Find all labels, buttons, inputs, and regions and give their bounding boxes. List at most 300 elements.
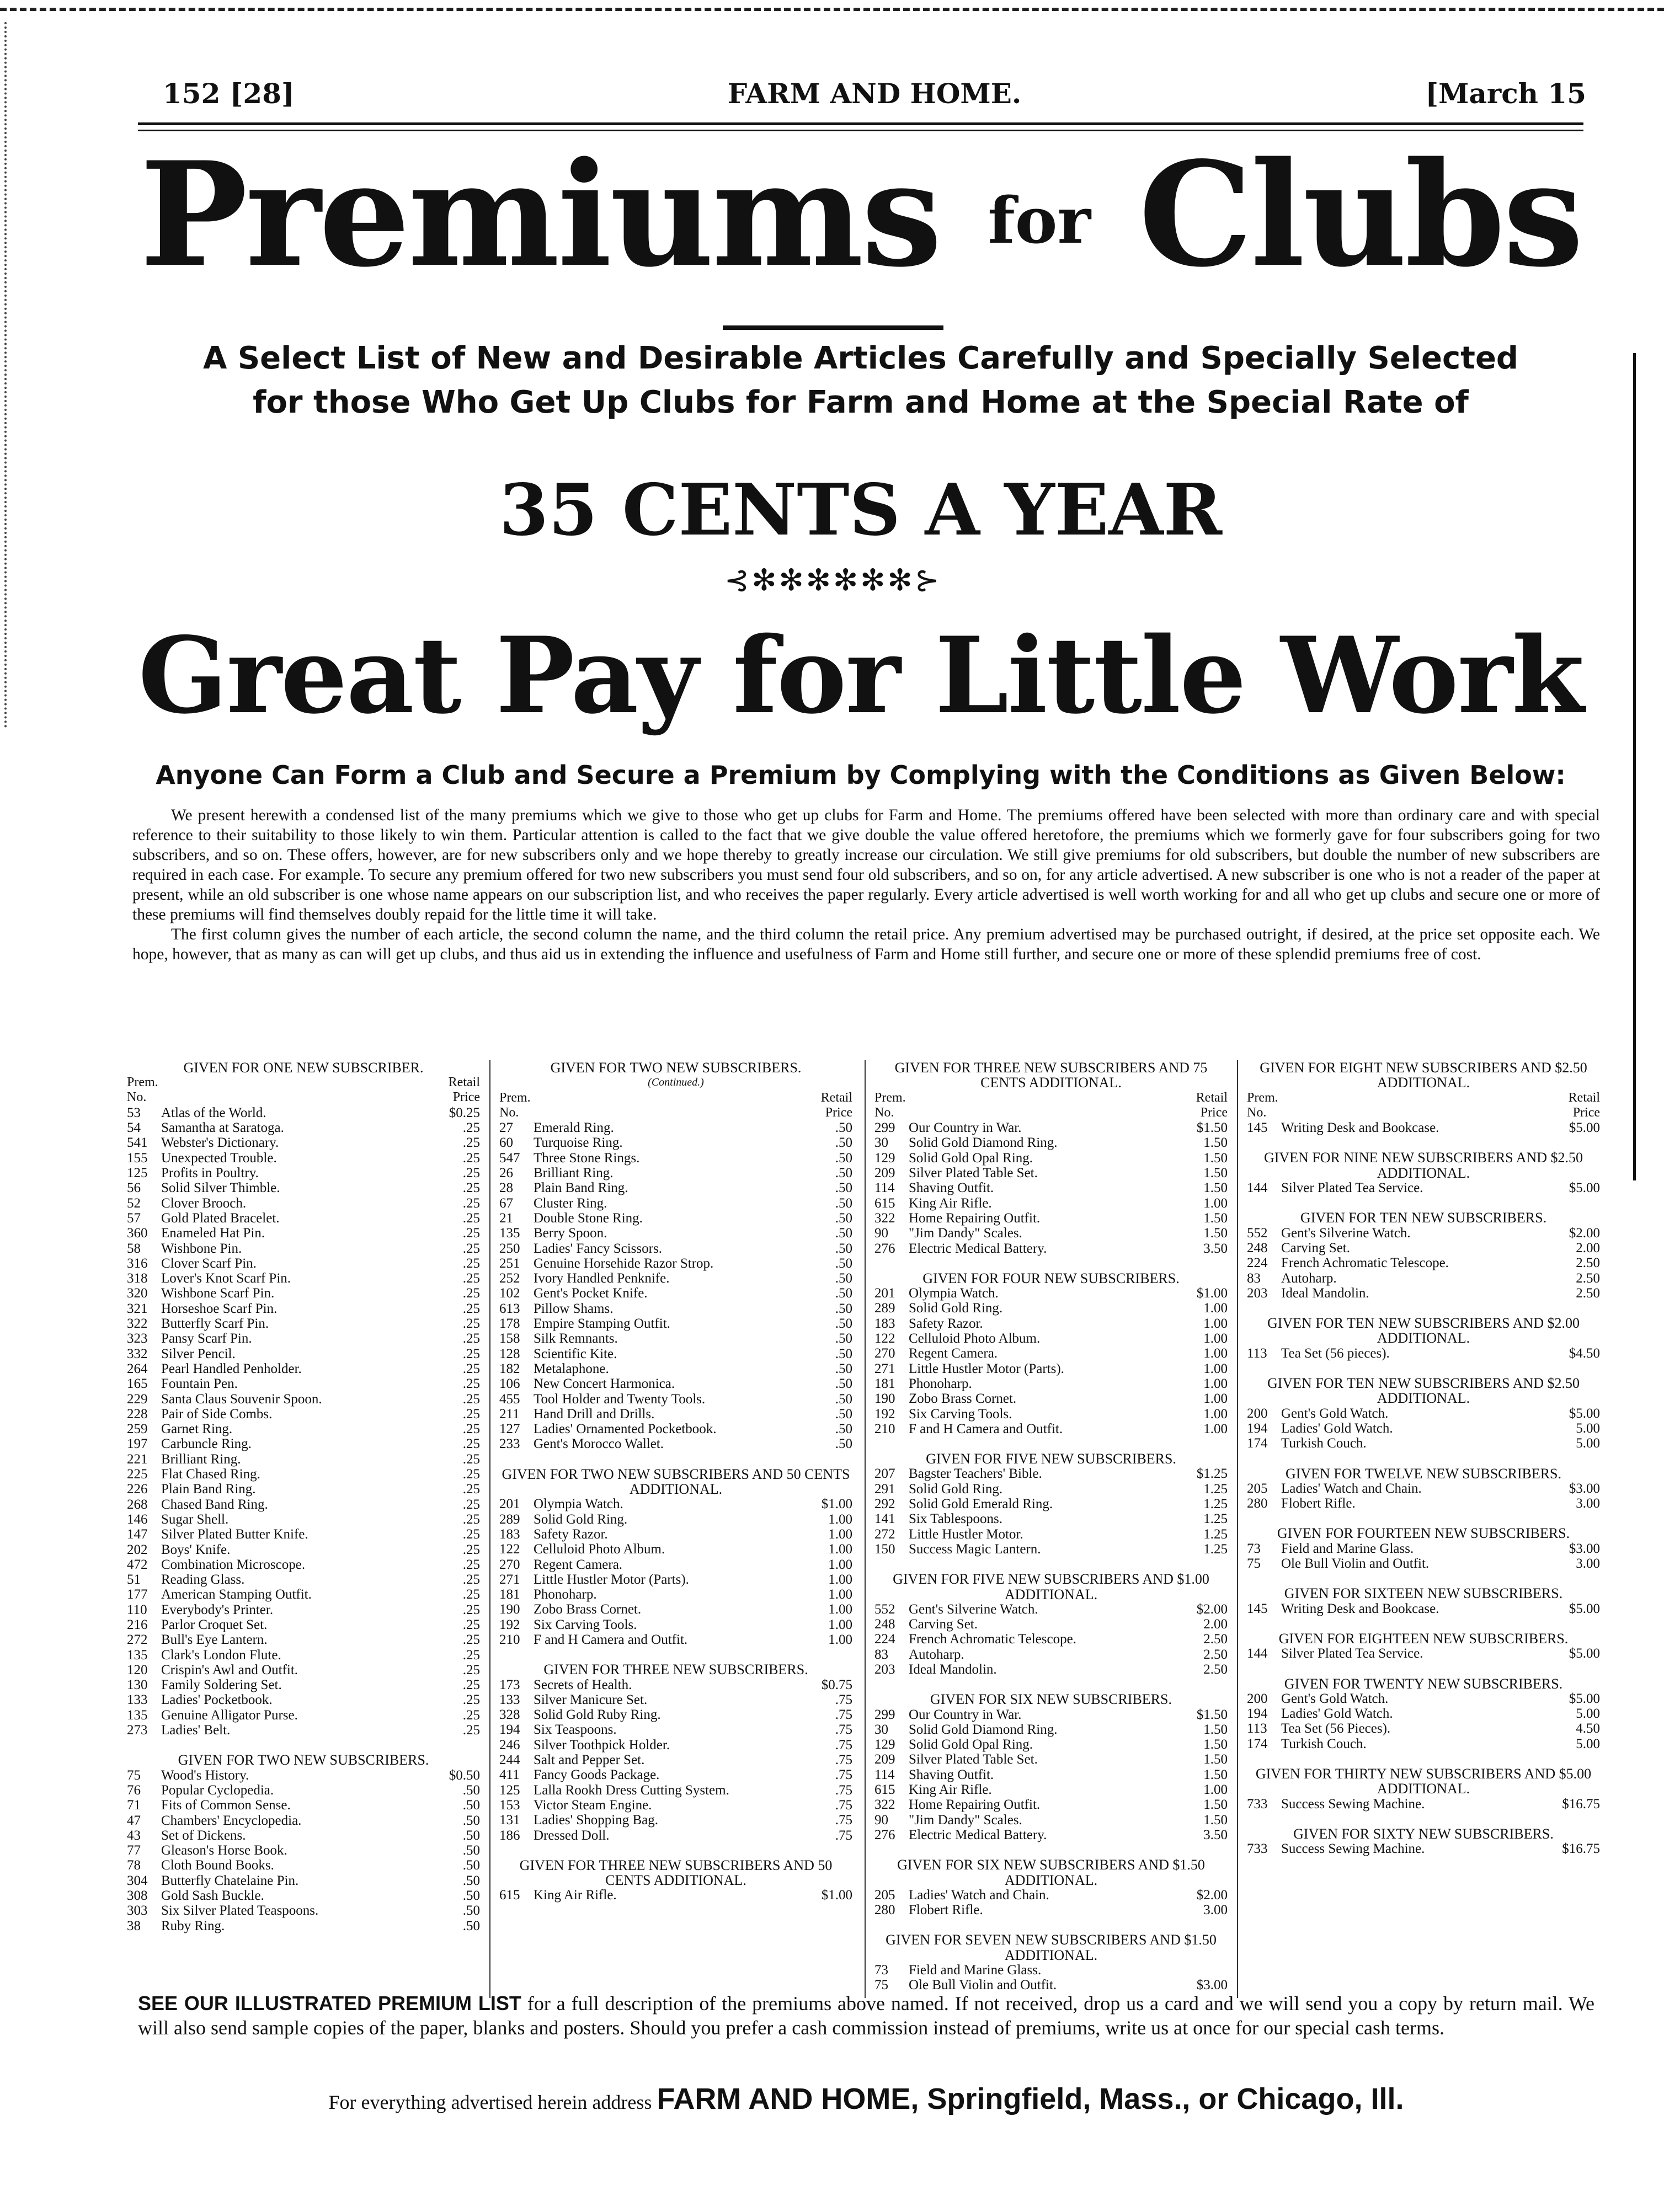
item-price: .25: [462, 1135, 480, 1151]
item-price: 1.00: [1203, 1361, 1228, 1376]
premium-item: [874, 1737, 1228, 1752]
item-number: 264: [127, 1361, 148, 1376]
premium-item: [874, 1286, 1228, 1301]
item-name: Enameled Hat Pin.: [161, 1226, 265, 1241]
item-name: Solid Gold Diamond Ring.: [909, 1722, 1058, 1737]
premium-item: [874, 1527, 1228, 1542]
item-name: Six Tablespoons.: [909, 1511, 1003, 1527]
item-number: 135: [499, 1226, 520, 1241]
item-number: 203: [874, 1661, 895, 1677]
premium-item: [127, 1497, 480, 1512]
item-name: Electric Medical Battery.: [909, 1241, 1047, 1256]
item-name: Regent Camera.: [909, 1346, 998, 1361]
item-number: 120: [127, 1662, 148, 1677]
header-rule: [138, 122, 1583, 131]
item-price: .75: [835, 1813, 852, 1828]
premium-item: [127, 1452, 480, 1467]
item-number: 228: [127, 1406, 148, 1422]
item-price: .25: [462, 1422, 480, 1437]
item-price: $3.00: [1569, 1541, 1600, 1556]
section-spacer: [874, 1842, 1228, 1857]
premium-item: [874, 1196, 1228, 1211]
item-number: 201: [499, 1497, 520, 1512]
item-name: French Achromatic Telescope.: [909, 1632, 1076, 1647]
item-number: 250: [499, 1241, 520, 1256]
footer-notice: [138, 1991, 1594, 2040]
item-price: $1.00: [1196, 1286, 1228, 1301]
item-name: Ladies' Gold Watch.: [1281, 1706, 1393, 1722]
item-price: .50: [835, 1316, 852, 1332]
item-number: 194: [1247, 1420, 1268, 1436]
premium-item: [499, 1587, 852, 1602]
item-name: Gold Sash Buckle.: [161, 1888, 264, 1904]
item-name: Clover Scarf Pin.: [161, 1255, 257, 1271]
item-price: 1.00: [1203, 1301, 1228, 1316]
item-price: .25: [462, 1602, 480, 1617]
premium-item: [127, 1166, 480, 1180]
item-price: .25: [462, 1316, 480, 1332]
premium-item: [499, 1707, 852, 1722]
item-name: Solid Gold Ring.: [909, 1481, 1003, 1497]
section-title: GIVEN FOR EIGHT NEW SUBSCRIBERS AND $2.50 ADDITIONAL.: [1260, 1060, 1587, 1091]
premium-item: [874, 1903, 1228, 1917]
item-name: Success Sewing Machine.: [1281, 1841, 1425, 1857]
section-title: GIVEN FOR TEN NEW SUBSCRIBERS AND $2.50 ADDITIONAL.: [1267, 1375, 1580, 1407]
premium-section: [1247, 1316, 1600, 1376]
item-number: 224: [874, 1632, 895, 1647]
item-price: 1.50: [1203, 1226, 1228, 1241]
item-price: .50: [835, 1195, 852, 1211]
item-name: Little Hustler Motor.: [909, 1526, 1023, 1542]
publication-title: FARM AND HOME.: [727, 77, 1022, 110]
item-name: Unexpected Trouble.: [161, 1150, 277, 1166]
item-name: Gent's Silverine Watch.: [909, 1601, 1038, 1617]
premium-item: [1247, 1841, 1600, 1856]
item-name: Lover's Knot Scarf Pin.: [161, 1271, 291, 1286]
section-title: GIVEN FOR SIX NEW SUBSCRIBERS.: [930, 1691, 1172, 1708]
item-number: 58: [127, 1241, 141, 1256]
item-number: 114: [874, 1180, 895, 1196]
item-price: 1.50: [1203, 1210, 1228, 1226]
premium-item: [127, 1467, 480, 1482]
item-name: Ideal Mandolin.: [909, 1661, 997, 1677]
item-number: 615: [874, 1195, 895, 1211]
header-prem: Prem.: [874, 1090, 906, 1105]
item-name: Flat Chased Ring.: [161, 1467, 260, 1482]
item-number: 125: [499, 1782, 520, 1798]
item-price: 1.00: [828, 1511, 852, 1527]
premium-item: [874, 1497, 1228, 1511]
item-price: [1188, 1963, 1228, 1978]
item-name: Emerald Ring.: [534, 1120, 614, 1136]
premium-item: [874, 1422, 1228, 1436]
premium-item: [499, 1572, 852, 1587]
premium-item: [127, 1572, 480, 1587]
item-name: Celluloid Photo Album.: [534, 1542, 665, 1557]
item-name: Field and Marine Glass.: [909, 1963, 1042, 1978]
item-price: $5.00: [1569, 1601, 1600, 1616]
item-name: Six Carving Tools.: [534, 1617, 637, 1632]
item-number: 43: [127, 1828, 141, 1843]
premium-item: [499, 1256, 852, 1271]
item-name: Autoharp.: [1281, 1270, 1337, 1286]
item-price: .75: [835, 1767, 852, 1783]
item-name: King Air Rifle.: [909, 1782, 992, 1798]
item-price: .75: [835, 1797, 852, 1813]
intro-paragraph-2: The first column gives the number of each article, the second column the name, and the third column the retail price. Any premium advertised may be purchased outright, if desired, at the price set opposite each. We hope, however, that as many as can will get up clubs, and thus aid us in extending the influence and usefulness of Farm and Home still further, and secure one or more of these splendid premiums free of cost.: [132, 926, 1600, 963]
item-price: 3.00: [1576, 1556, 1600, 1572]
item-price: 1.50: [1203, 1767, 1228, 1782]
item-price: .25: [462, 1210, 480, 1226]
premium-item: [874, 1813, 1228, 1828]
item-name: Plain Band Ring.: [161, 1482, 256, 1497]
premium-item: [874, 1180, 1228, 1195]
item-price: .50: [462, 1843, 480, 1858]
item-number: 147: [127, 1527, 148, 1542]
premium-column-3: [874, 1060, 1228, 2008]
item-name: Combination Microscope.: [161, 1557, 306, 1572]
section-title: GIVEN FOR SIXTY NEW SUBSCRIBERS.: [1293, 1825, 1554, 1842]
item-name: Little Hustler Motor (Parts).: [909, 1361, 1064, 1376]
premium-item: [1247, 1601, 1600, 1616]
item-number: 289: [874, 1301, 895, 1316]
item-price: .75: [835, 1752, 852, 1768]
item-number: 153: [499, 1797, 520, 1813]
premium-item: [127, 1105, 480, 1120]
item-price: $0.25: [449, 1105, 480, 1120]
item-number: 135: [127, 1647, 148, 1663]
item-name: Success Sewing Machine.: [1281, 1796, 1425, 1812]
item-name: Gleason's Horse Book.: [161, 1843, 287, 1858]
section-spacer: [127, 1738, 480, 1752]
item-number: 316: [127, 1255, 148, 1271]
price-line: 35 CENTS A YEAR: [499, 469, 1222, 552]
section-spacer: [1247, 1856, 1600, 1871]
premium-item: [127, 1376, 480, 1391]
premium-item: [127, 1557, 480, 1572]
item-number: 131: [499, 1813, 520, 1828]
item-price: 1.50: [1203, 1166, 1228, 1181]
item-name: Empire Stamping Outfit.: [534, 1316, 670, 1332]
item-number: 615: [874, 1782, 895, 1798]
item-name: Chambers' Encyclopedia.: [161, 1813, 302, 1828]
item-price: .25: [462, 1662, 480, 1677]
premium-item: [1247, 1737, 1600, 1751]
item-number: 51: [127, 1572, 141, 1588]
item-name: Gold Plated Bracelet.: [161, 1210, 280, 1226]
item-number: 60: [499, 1135, 513, 1151]
item-price: $1.25: [1196, 1466, 1228, 1482]
item-price: .25: [462, 1632, 480, 1648]
item-number: 27: [499, 1120, 513, 1136]
header-price: Price: [1200, 1105, 1228, 1120]
premium-section: [127, 1060, 480, 1752]
item-price: 2.50: [1576, 1270, 1600, 1286]
item-name: Garnet Ring.: [161, 1422, 233, 1437]
item-number: 56: [127, 1180, 141, 1196]
item-number: 30: [874, 1135, 888, 1151]
item-name: Electric Medical Battery.: [909, 1827, 1047, 1842]
item-number: 229: [127, 1391, 148, 1407]
premium-item: [874, 1482, 1228, 1497]
section-spacer: [499, 1903, 852, 1918]
item-price: 1.50: [1203, 1812, 1228, 1828]
item-price: 1.25: [1203, 1497, 1228, 1512]
premium-item: [874, 1617, 1228, 1632]
premium-section: [1247, 1676, 1600, 1766]
item-number: 26: [499, 1166, 513, 1181]
premium-item: [127, 1768, 480, 1783]
premium-item: [127, 1407, 480, 1422]
item-name: Silver Plated Table Set.: [909, 1752, 1038, 1767]
item-number: 320: [127, 1286, 148, 1301]
item-name: Ladies' Gold Watch.: [1281, 1420, 1393, 1436]
item-name: Boys' Knife.: [161, 1542, 231, 1557]
header-price: Price: [452, 1090, 480, 1105]
item-number: 47: [127, 1813, 141, 1828]
item-name: Ole Bull Violin and Outfit.: [909, 1978, 1057, 1993]
item-number: 78: [127, 1858, 141, 1873]
section-spacer: [1247, 1812, 1600, 1826]
item-price: .25: [462, 1527, 480, 1542]
section-spacer: [1247, 1751, 1600, 1766]
item-price: .75: [835, 1737, 852, 1752]
item-price: 3.50: [1203, 1241, 1228, 1256]
intro-paragraph-1: We present herewith a condensed list of the many premiums which we give to those who get up clubs for Farm and Home. The premiums offered have been selected with more than ordinary care and with special reference to their suitability to those likely to win them. Particular attention is called to the fact that we give double the value offered heretofore, the premiums which we formerly gave for four subscribers going for two subscribers, and so on. These offers, however, are for new subscribers only and we hope thereby to greatly increase our circulation. We still give premiums for old subscribers, but double the number of new subscribers are required in each case. For example. To secure any premium offered for two new subscribers you must send four old subscribers, and so on, for any article advertised. A new subscriber is one who is not a reader of the paper at present, while an old subscriber is one whose name appears on our subscription list, and who receives the paper regularly. Every article advertised is well worth working for and all who get up clubs and secure one or more of these premiums will find themselves doubly repaid for the little time it will take.: [132, 806, 1600, 923]
section-title: GIVEN FOR TWO NEW SUBSCRIBERS.: [178, 1752, 429, 1768]
item-name: Family Soldering Set.: [161, 1677, 282, 1693]
item-price: .50: [462, 1858, 480, 1873]
item-name: Fancy Goods Package.: [534, 1767, 660, 1783]
item-name: French Achromatic Telescope.: [1281, 1255, 1449, 1271]
item-number: 210: [499, 1632, 520, 1647]
masthead: [138, 132, 1583, 304]
premium-section: [1247, 1150, 1600, 1210]
premium-item: [1247, 1421, 1600, 1436]
item-number: 192: [499, 1617, 520, 1632]
item-name: Silver Pencil.: [161, 1346, 236, 1361]
item-number: 328: [499, 1707, 520, 1723]
item-number: 541: [127, 1135, 148, 1151]
item-name: Brilliant Ring.: [161, 1451, 241, 1467]
item-name: Samantha at Saratoga.: [161, 1120, 284, 1136]
item-number: 273: [127, 1723, 148, 1738]
item-name: Ladies' Shopping Bag.: [534, 1813, 659, 1828]
section-title: GIVEN FOR TWENTY NEW SUBSCRIBERS.: [1284, 1675, 1563, 1692]
item-name: Phonoharp.: [534, 1587, 597, 1602]
premium-item: [127, 1587, 480, 1602]
item-number: 67: [499, 1195, 513, 1211]
premium-item: [499, 1512, 852, 1527]
item-number: 271: [874, 1361, 895, 1376]
item-price: 1.00: [828, 1617, 852, 1632]
item-number: 252: [499, 1271, 520, 1286]
item-price: .50: [462, 1798, 480, 1813]
conditions-line: Anyone Can Form a Club and Secure a Premium by Complying with the Conditions as Given Below:: [156, 760, 1566, 790]
header-retail: Retail: [820, 1090, 852, 1105]
item-price: $4.50: [1569, 1345, 1600, 1361]
item-name: Pillow Shams.: [534, 1301, 614, 1316]
item-name: Reading Glass.: [161, 1572, 245, 1588]
premium-item: [127, 1301, 480, 1316]
item-price: 3.00: [1203, 1903, 1228, 1918]
item-price: 1.00: [828, 1632, 852, 1647]
section-title: GIVEN FOR FIVE NEW SUBSCRIBERS AND $1.00 ADDITIONAL.: [893, 1571, 1209, 1602]
premium-section: [1247, 1060, 1600, 1150]
item-name: Butterfly Chatelaine Pin.: [161, 1873, 299, 1888]
section-spacer: [874, 1917, 1228, 1932]
premium-section: [1247, 1210, 1600, 1316]
item-number: 28: [499, 1180, 513, 1196]
premium-item: [874, 1361, 1228, 1376]
premium-item: [127, 1527, 480, 1542]
item-price: 1.00: [1203, 1421, 1228, 1436]
section-title: GIVEN FOR FIVE NEW SUBSCRIBERS.: [926, 1451, 1176, 1467]
right-edge-bar: [1633, 353, 1636, 1180]
item-number: 244: [499, 1752, 520, 1768]
item-name: Celluloid Photo Album.: [909, 1331, 1041, 1347]
item-number: 145: [1247, 1120, 1268, 1136]
item-name: Solid Gold Opal Ring.: [909, 1737, 1033, 1752]
item-name: Flobert Rifle.: [909, 1903, 983, 1918]
item-number: 122: [499, 1542, 520, 1557]
item-name: Zobo Brass Cornet.: [534, 1602, 642, 1617]
item-price: .25: [462, 1467, 480, 1482]
premium-item: [499, 1361, 852, 1376]
premium-item: [874, 1151, 1228, 1166]
item-number: 205: [874, 1887, 895, 1903]
item-price: 1.00: [828, 1602, 852, 1617]
item-price: .25: [462, 1557, 480, 1572]
item-number: 129: [874, 1737, 895, 1752]
item-name: Chased Band Ring.: [161, 1497, 268, 1512]
premium-section: [1247, 1376, 1600, 1466]
premium-item: [874, 1888, 1228, 1903]
item-name: Hand Drill and Drills.: [534, 1406, 655, 1422]
page-number: 152 [28]: [163, 77, 295, 110]
item-name: Ladies' Watch and Chain.: [1281, 1481, 1422, 1496]
item-price: .50: [462, 1888, 480, 1904]
premium-item: [127, 1708, 480, 1723]
item-number: 174: [1247, 1736, 1268, 1751]
item-number: 733: [1247, 1796, 1268, 1812]
premium-item: [874, 1602, 1228, 1617]
premium-item: [127, 1226, 480, 1241]
item-number: 122: [874, 1331, 895, 1347]
item-name: Genuine Horsehide Razor Strop.: [534, 1255, 714, 1271]
item-number: 322: [874, 1210, 895, 1226]
item-name: Scientific Kite.: [534, 1346, 617, 1361]
item-name: Six Teaspoons.: [534, 1722, 617, 1738]
item-name: Writing Desk and Bookcase.: [1281, 1120, 1439, 1136]
item-number: 270: [874, 1346, 895, 1361]
item-number: 181: [874, 1376, 895, 1391]
item-price: .25: [462, 1572, 480, 1588]
item-price: 1.25: [1203, 1526, 1228, 1542]
item-name: Fountain Pen.: [161, 1376, 238, 1392]
premium-item: [127, 1512, 480, 1527]
item-number: 248: [874, 1617, 895, 1632]
item-price: 2.00: [1203, 1617, 1228, 1632]
item-name: Sugar Shell.: [161, 1511, 229, 1527]
item-number: 190: [874, 1391, 895, 1407]
section-title: GIVEN FOR THREE NEW SUBSCRIBERS AND 75 CENTS ADDITIONAL.: [894, 1060, 1208, 1091]
item-name: Clover Brooch.: [161, 1195, 247, 1211]
item-number: 158: [499, 1331, 520, 1347]
item-price: 1.00: [828, 1587, 852, 1602]
section-title: GIVEN FOR FOUR NEW SUBSCRIBERS.: [922, 1270, 1180, 1286]
premium-item: [127, 1482, 480, 1497]
item-price: .50: [835, 1286, 852, 1301]
item-number: 200: [1247, 1691, 1268, 1706]
subheading-line-2: for those Who Get Up Clubs for Farm and Home at the Special Rate of: [253, 384, 1469, 420]
premium-item: [874, 1120, 1228, 1135]
premium-item: [499, 1301, 852, 1316]
item-number: 233: [499, 1436, 520, 1452]
top-dashed-border: [0, 8, 1664, 11]
item-price: .25: [462, 1391, 480, 1407]
premium-section: [499, 1467, 852, 1663]
column-header: [1247, 1091, 1600, 1121]
item-price: 1.00: [1203, 1406, 1228, 1422]
premium-item: [127, 1120, 480, 1135]
item-name: Berry Spoon.: [534, 1226, 607, 1241]
premium-item: [499, 1347, 852, 1361]
item-number: 552: [874, 1601, 895, 1617]
item-name: Horseshoe Scarf Pin.: [161, 1301, 278, 1316]
item-number: 125: [127, 1166, 148, 1181]
item-price: .25: [462, 1255, 480, 1271]
item-price: 1.50: [1203, 1737, 1228, 1752]
item-price: .25: [462, 1497, 480, 1512]
premium-item: [499, 1316, 852, 1331]
item-price: $5.00: [1569, 1406, 1600, 1421]
item-name: Silver Toothpick Holder.: [534, 1737, 670, 1752]
item-name: Writing Desk and Bookcase.: [1281, 1601, 1439, 1616]
item-number: 113: [1247, 1721, 1267, 1737]
premium-item: [127, 1151, 480, 1166]
premium-section: [1247, 1586, 1600, 1631]
item-number: 90: [874, 1812, 888, 1828]
item-name: Zobo Brass Cornet.: [909, 1391, 1017, 1407]
item-number: 173: [499, 1677, 520, 1692]
item-number: 102: [499, 1286, 520, 1301]
item-price: .25: [462, 1166, 480, 1181]
subheading: [138, 336, 1583, 425]
premium-item: [127, 1632, 480, 1647]
item-number: 75: [1247, 1556, 1261, 1572]
column-header: [499, 1091, 852, 1121]
running-head: [163, 77, 1586, 116]
item-price: .50: [835, 1226, 852, 1241]
item-number: 211: [499, 1406, 520, 1422]
item-price: .25: [462, 1241, 480, 1256]
item-number: 455: [499, 1391, 520, 1407]
item-price: .50: [835, 1422, 852, 1437]
section-title: GIVEN FOR TWO NEW SUBSCRIBERS AND 50 CENTS ADDITIONAL.: [502, 1466, 850, 1498]
item-number: 292: [874, 1497, 895, 1512]
section-spacer: [1247, 1661, 1600, 1676]
premium-column-1: [127, 1060, 480, 1948]
item-price: 5.00: [1576, 1736, 1600, 1751]
item-name: Bagster Teachers' Bible.: [909, 1466, 1042, 1482]
item-number: 146: [127, 1511, 148, 1527]
item-price: 1.00: [1203, 1391, 1228, 1407]
item-name: Carving Set.: [1281, 1240, 1350, 1255]
item-number: 38: [127, 1918, 141, 1933]
item-price: 3.50: [1203, 1827, 1228, 1842]
item-name: Pansy Scarf Pin.: [161, 1331, 252, 1347]
